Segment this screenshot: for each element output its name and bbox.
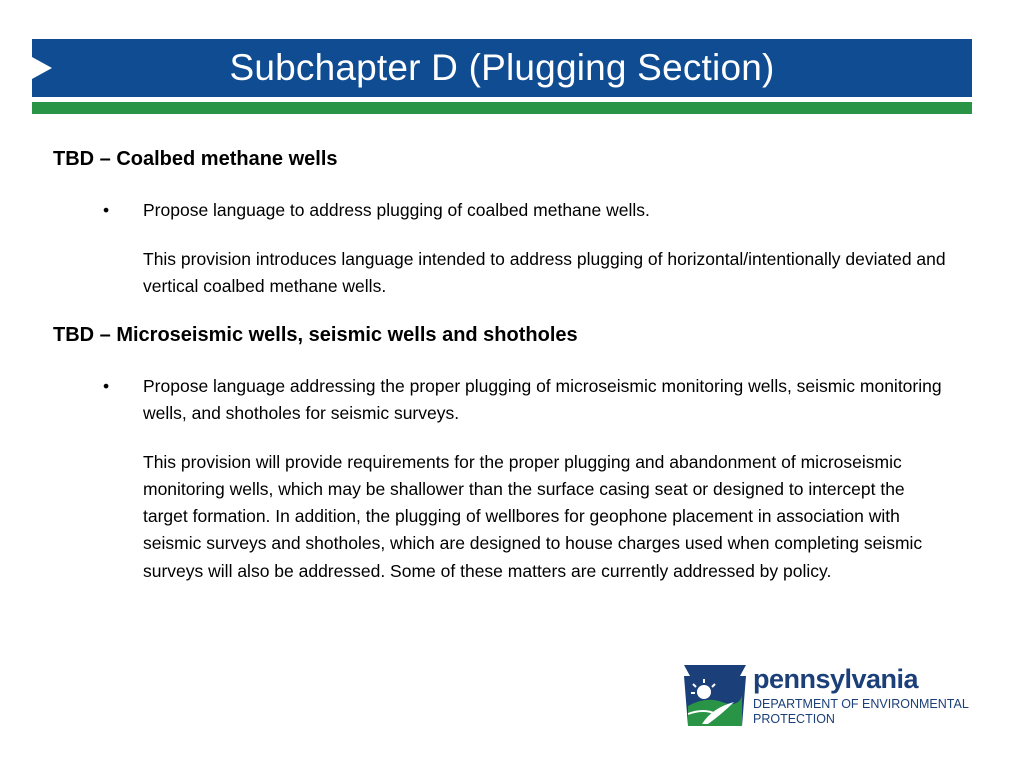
slide-body <box>53 145 953 585</box>
bullet-text: Propose language addressing the proper plugging of microseismic monitoring wells, seismic monitoring wells, and shotholes for seismic surveys. <box>143 375 942 423</box>
section-heading: TBD – Coalbed methane wells <box>53 148 338 170</box>
accent-divider <box>32 102 972 114</box>
pa-dep-logo <box>682 662 982 732</box>
bullet-marker: • <box>103 375 110 396</box>
keystone-landscape-icon <box>682 662 748 728</box>
title-bar <box>32 39 972 97</box>
logo-wordmark: pennsylvania <box>753 664 919 694</box>
logo-department <box>753 697 993 727</box>
logo-department-line2: PROTECTION <box>753 712 835 726</box>
bullet-text: Propose language to address plugging of coalbed methane wells. <box>143 200 650 220</box>
section-heading: TBD – Microseismic wells, seismic wells and shotholes <box>53 323 578 346</box>
section-microseismic <box>53 321 953 585</box>
logo-department-line1: DEPARTMENT OF ENVIRONMENTAL <box>753 697 969 711</box>
bullet-item <box>53 373 953 427</box>
bullet-item <box>53 197 953 224</box>
bullet-marker: • <box>103 200 110 220</box>
slide-title: Subchapter D (Plugging Section) <box>229 47 775 88</box>
section-paragraph: This provision will provide requirements for the proper plugging and abandonment of microseismic monitoring wells, which may be shallower than the surface casing seat or designed to intercept the target formation. In addition, the plugging of wellbores for geophone placement in association with seismic surveys and shotholes, which are designed to house charges used when completing seismic surveys will also be addressed. Some of these matters are currently addressed by policy. <box>143 451 923 581</box>
section-coalbed <box>53 145 953 301</box>
section-paragraph: This provision introduces language intended to address plugging of horizontal/intentionally deviated and vertical coalbed methane wells. <box>143 249 946 297</box>
